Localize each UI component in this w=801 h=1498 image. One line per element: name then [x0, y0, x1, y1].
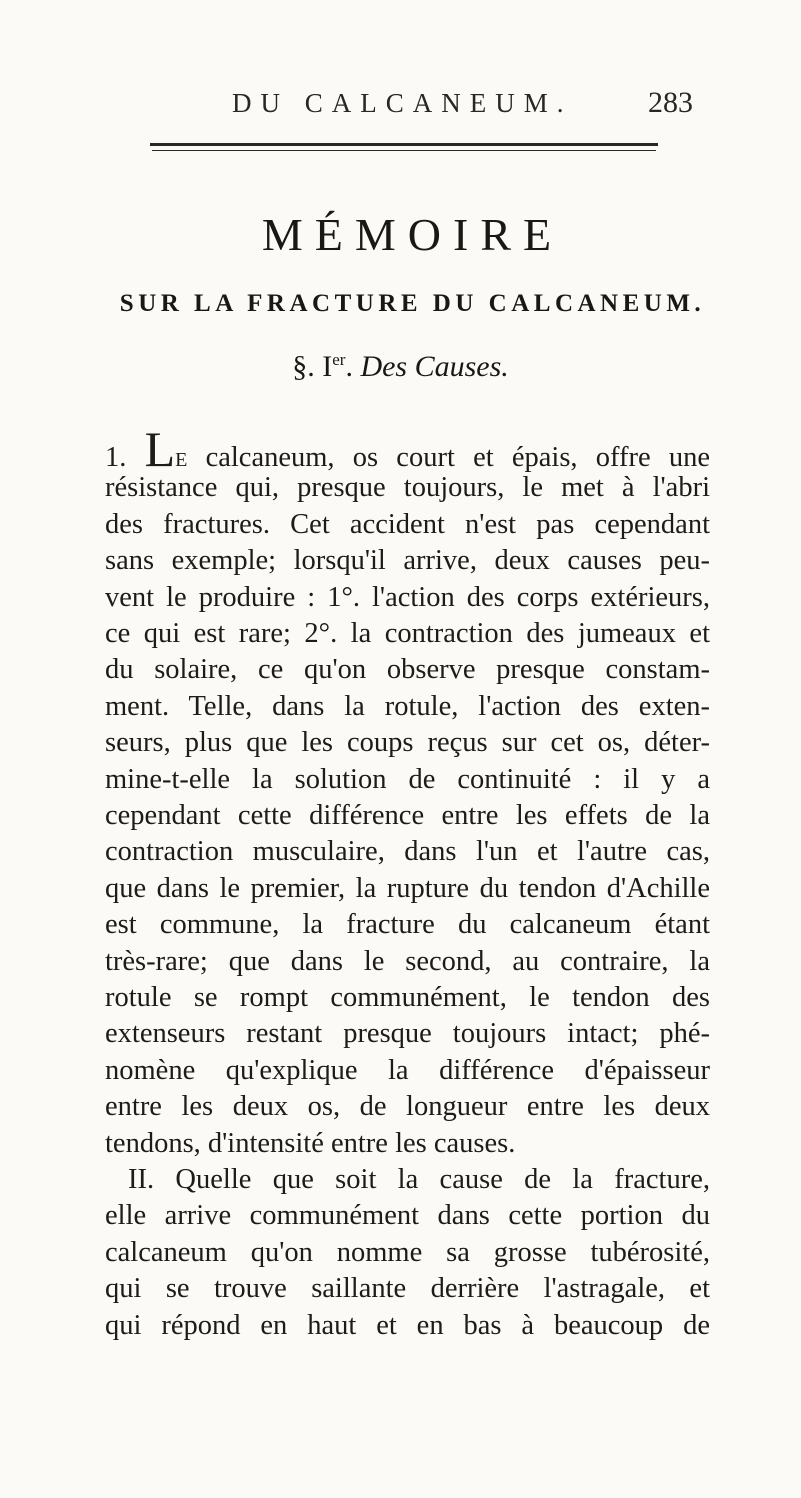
section-heading: [0, 350, 801, 384]
section-symbol: §.: [292, 350, 315, 383]
text-line: vent le produire : 1°. l'action des corps extérieurs,: [105, 581, 710, 613]
dropcap-rest: e: [175, 442, 188, 473]
text-line: ce qui est rare; 2°. la contraction des jumeaux et: [105, 618, 710, 649]
text-line: très-rare; que dans le second, au contraire, la: [105, 945, 710, 977]
text-line: cependant cette différence entre les effets de la: [105, 800, 710, 831]
text-line: du solaire, ce qu'on observe presque constam-: [105, 654, 710, 686]
header-rule-thin: [152, 150, 656, 151]
text-line: des fractures. Cet accident n'est pas cependant: [105, 508, 710, 540]
header-rule-thick: [150, 143, 658, 146]
memoire-subtitle: SUR LA FRACTURE DU CALCANEUM.: [119, 290, 706, 317]
memoire-title: MÉMOIRE: [261, 209, 564, 260]
dropcap-letter: L: [144, 421, 176, 477]
text-line: qui répond en haut et en bas à beaucoup de: [105, 1309, 710, 1341]
text-line: nomène qu'explique la différence d'épaisseur: [105, 1054, 710, 1086]
section-number-main: I: [322, 350, 333, 383]
text-line: elle arrive communément dans cette portion du: [105, 1200, 710, 1232]
text-line: rotule se rompt communément, le tendon des: [105, 982, 710, 1013]
text-line: calcaneum qu'on nomme sa grosse tubérosité,: [105, 1236, 710, 1268]
text-line: ment. Telle, dans la rotule, l'action des exten-: [105, 690, 710, 722]
text-line: qui se trouve saillante derrière l'astragale, et: [105, 1273, 710, 1305]
text-line: sans exemple; lorsqu'il arrive, deux causes peu-: [105, 545, 710, 577]
first-line-rest: calcaneum, os court et épais, offre une: [187, 442, 710, 473]
text-line: mine-t-elle la solution de continuité : il y a: [105, 763, 710, 795]
text-line: résistance qui, presque toujours, le met à l'abri: [105, 472, 710, 504]
text-line: II. Quelle que soit la cause de la fracture,: [128, 1164, 710, 1195]
section-number: Ier.: [322, 350, 353, 383]
section-number-sup: er: [332, 350, 346, 369]
section-title: Des Causes.: [360, 350, 509, 383]
page-number: 283: [648, 86, 693, 119]
text-line: tendons, d'intensité entre les causes.: [105, 1127, 516, 1159]
text-line: est commune, la fracture du calcaneum étant: [105, 909, 710, 941]
text-line: que dans le premier, la rupture du tendon d'Achille: [105, 872, 710, 904]
running-title: DU CALCANEUM.: [232, 88, 573, 118]
running-head: [0, 88, 801, 128]
text-line: extenseurs restant presque toujours intact; phé-: [105, 1018, 710, 1050]
text-line: seurs, plus que les coups reçus sur cet os, déter-: [105, 727, 710, 759]
text-line: entre les deux os, de longueur entre les deux: [105, 1091, 710, 1123]
text-line: contraction musculaire, dans l'un et l'autre cas,: [105, 836, 710, 868]
paragraph-number: 1.: [105, 442, 127, 473]
